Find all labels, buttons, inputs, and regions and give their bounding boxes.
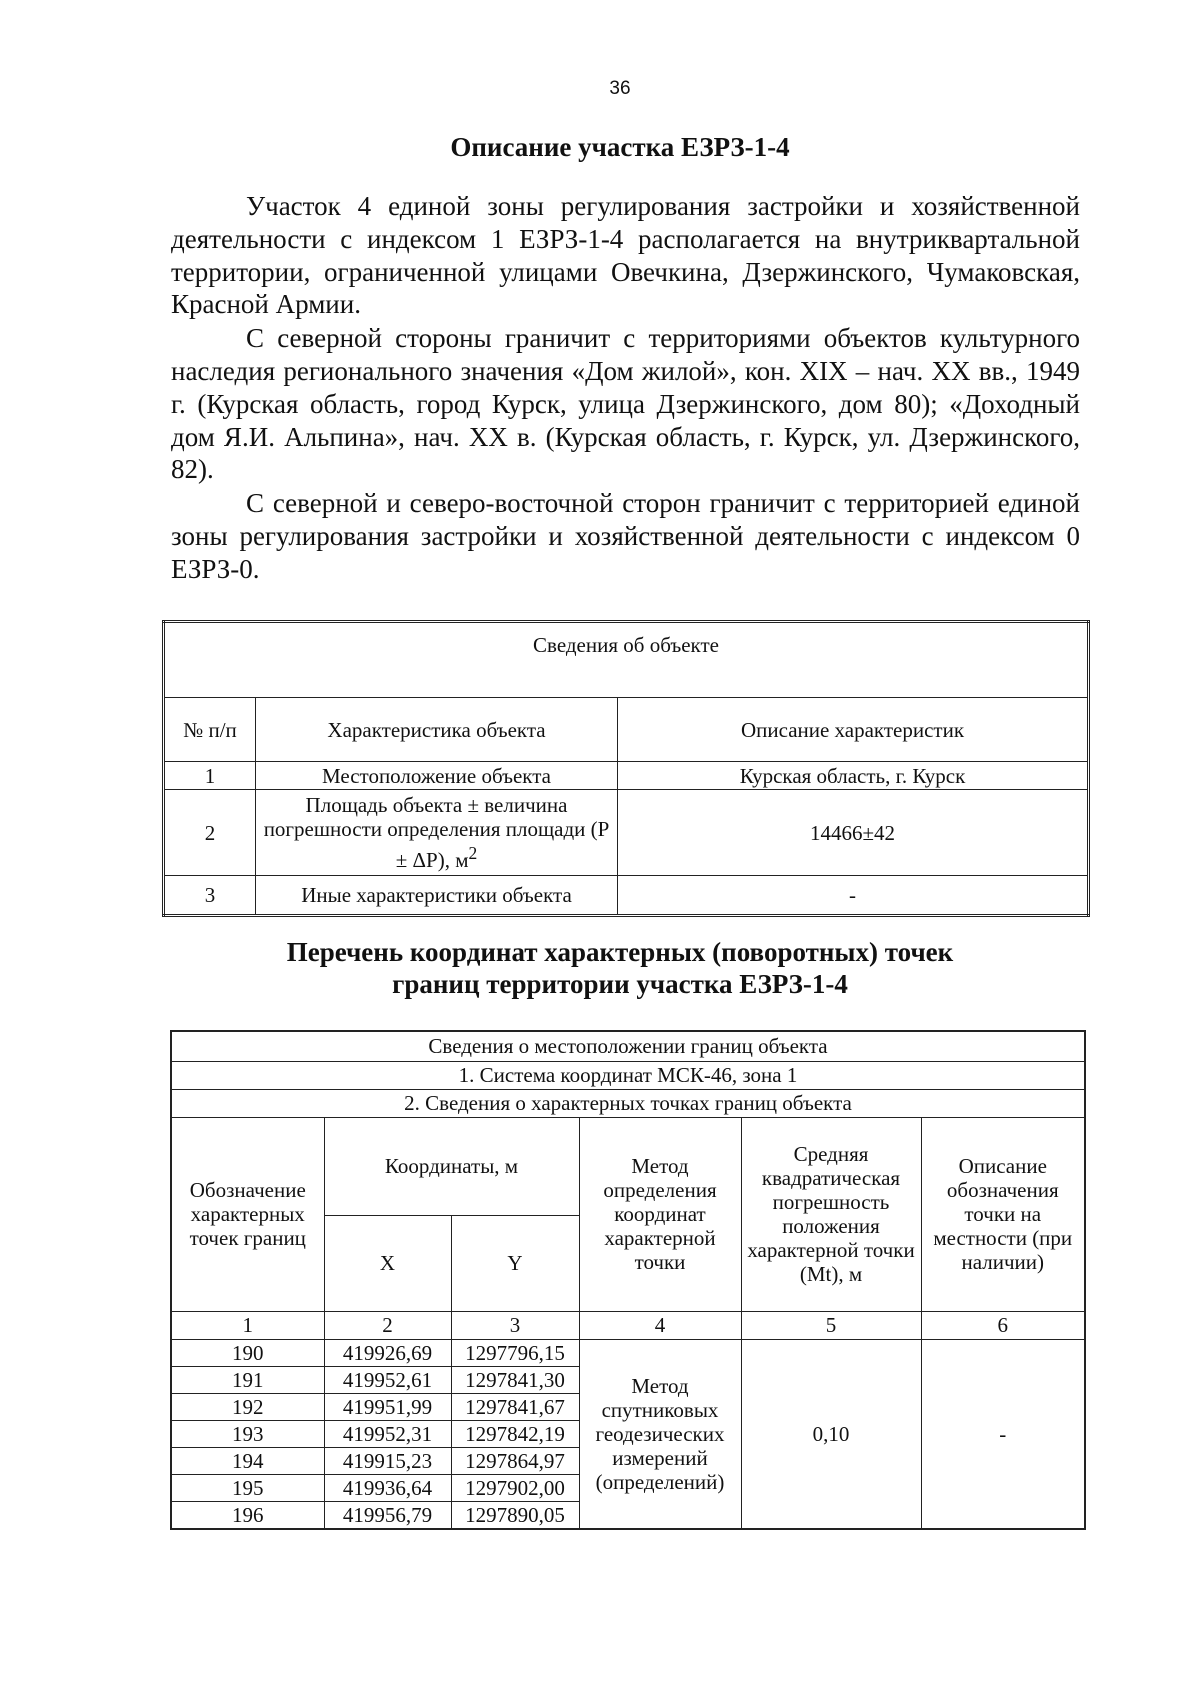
description-text — [171, 190, 1080, 587]
info-row-description: 14466±42 — [618, 790, 1089, 876]
col-y: Y — [451, 1215, 579, 1311]
coordinates-title-line2: границ территории участка ЕЗРЗ-1-4 — [392, 969, 848, 999]
col-number-5: 5 — [741, 1311, 921, 1339]
point-x: 419936,64 — [324, 1474, 451, 1501]
info-row-characteristic: Иные характеристики объекта — [256, 876, 618, 916]
coordinates-title — [0, 936, 1200, 1000]
unit-superscript: 2 — [468, 843, 478, 863]
col-error: Средняя квадратическая погрешность положения характерной точки (Mt), м — [741, 1117, 921, 1311]
table-row — [171, 1339, 1085, 1366]
info-row-number: 3 — [164, 876, 256, 916]
point-x: 419952,61 — [324, 1366, 451, 1393]
page-number: 36 — [609, 78, 631, 99]
info-col-description: Описание характеристик — [618, 698, 1089, 762]
info-row-description: Курская область, г. Курск — [618, 762, 1089, 790]
point-x: 419956,79 — [324, 1501, 451, 1529]
point-id: 196 — [171, 1501, 324, 1529]
point-id: 195 — [171, 1474, 324, 1501]
point-y: 1297841,30 — [451, 1366, 579, 1393]
point-y: 1297902,00 — [451, 1474, 579, 1501]
info-col-number: № п/п — [164, 698, 256, 762]
col-location-description: Описание обозначения точки на местности (при наличии) — [921, 1117, 1085, 1311]
point-x: 419915,23 — [324, 1447, 451, 1474]
coords-heading-system: 1. Система координат МСК-46, зона 1 — [171, 1061, 1085, 1089]
point-id: 193 — [171, 1420, 324, 1447]
paragraph-2: С северной стороны граничит с территориями объектов культурного наследия регионального значения «Дом жилой», кон. XIX – нач. XX вв., 1949 г. (Курская область, город Курск, улица Дзержинского, дом 80); «Доходный дом Я.И. Альпина», нач. XX в. (Курская область, г. Курск, ул. Дзержинского, 82). — [171, 323, 1080, 485]
error-value: 0,10 — [741, 1339, 921, 1529]
info-col-characteristic: Характеристика объекта — [256, 698, 618, 762]
point-y: 1297841,67 — [451, 1393, 579, 1420]
paragraph-3: С северной и северо-восточной сторон граничит с территорией единой зоны регулирования застройки и хозяйственной деятельности с индексом 0 ЕЗРЗ-0. — [171, 488, 1080, 584]
point-y: 1297796,15 — [451, 1339, 579, 1366]
info-row-number: 2 — [164, 790, 256, 876]
point-y: 1297890,05 — [451, 1501, 579, 1529]
area-characteristic-text: Площадь объекта ± величина погрешности определения площади (P ± ΔP), м — [263, 793, 610, 872]
point-id: 192 — [171, 1393, 324, 1420]
point-y: 1297842,19 — [451, 1420, 579, 1447]
col-number-2: 2 — [324, 1311, 451, 1339]
point-x: 419926,69 — [324, 1339, 451, 1366]
paragraph-1: Участок 4 единой зоны регулирования застройки и хозяйственной деятельности с индексом 1 ЕЗРЗ-1-4 располагается на внутриквартальной территории, ограниченной улицами Овечкина, Дзержинского, Чумаковская, Красной Армии. — [171, 191, 1080, 320]
col-x: X — [324, 1215, 451, 1311]
point-id: 191 — [171, 1366, 324, 1393]
info-row-description: - — [618, 876, 1089, 916]
info-row-characteristic: Местоположение объекта — [256, 762, 618, 790]
col-coordinates: Координаты, м — [324, 1117, 579, 1215]
col-number-1: 1 — [171, 1311, 324, 1339]
col-number-3: 3 — [451, 1311, 579, 1339]
point-y: 1297864,97 — [451, 1447, 579, 1474]
coordinates-table — [170, 1030, 1086, 1530]
info-row-number: 1 — [164, 762, 256, 790]
section-title: Описание участка ЕЗРЗ-1-4 — [450, 132, 790, 162]
object-info-table — [162, 620, 1090, 917]
point-x: 419952,31 — [324, 1420, 451, 1447]
coords-heading-points: 2. Сведения о характерных точках границ объекта — [171, 1089, 1085, 1117]
info-row-characteristic — [256, 790, 618, 876]
point-id: 190 — [171, 1339, 324, 1366]
method-value: Метод спутниковых геодезических измерений (определений) — [579, 1339, 741, 1529]
col-method: Метод определения координат характерной точки — [579, 1117, 741, 1311]
point-x: 419951,99 — [324, 1393, 451, 1420]
info-table-heading: Сведения об объекте — [164, 622, 1089, 698]
point-id: 194 — [171, 1447, 324, 1474]
coordinates-title-line1: Перечень координат характерных (поворотных) точек — [286, 937, 954, 967]
col-number-4: 4 — [579, 1311, 741, 1339]
col-number-6: 6 — [921, 1311, 1085, 1339]
description-value: - — [921, 1339, 1085, 1529]
coords-heading-location: Сведения о местоположении границ объекта — [171, 1031, 1085, 1061]
col-designation: Обозначение характерных точек границ — [171, 1117, 324, 1311]
